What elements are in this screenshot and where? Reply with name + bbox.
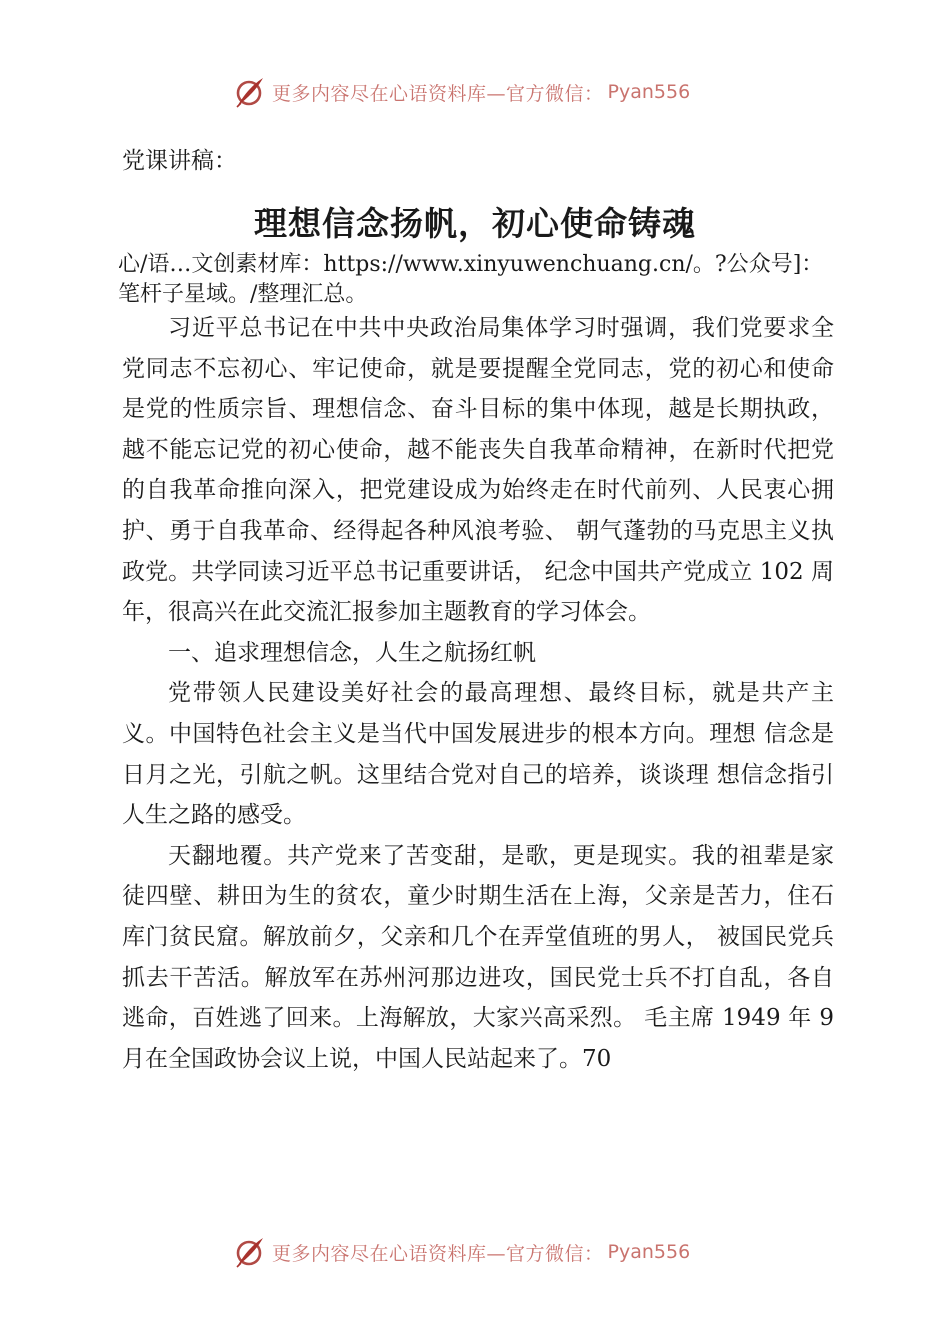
section-heading: 一、追求理想信念，人生之航扬红帆 <box>168 639 536 666</box>
quill-circle-icon <box>232 1235 266 1269</box>
source-line: 心/语…文创素材库：https://www.xinyuwenchuang.cn/。?公众号]：笔杆子星域。/整理汇总。 <box>118 252 824 307</box>
banner-handle: Pyan556 <box>607 81 691 103</box>
paragraph: 党带领人民建设美好社会的最高理想、最终目标，就是共产主义。中国特色社会主义是当代中国发展进步的根本方向。理想 信念是日月之光，引航之帆。这里结合党对自己的培养，谈谈理 想信念指引人生之路的感受。 <box>122 680 834 829</box>
quill-circle-icon <box>232 75 266 109</box>
document-body <box>122 308 834 1079</box>
paragraph: 习近平总书记在中共中央政治局集体学习时强调，我们党要求全党同志不忘初心、牢记使命，就是要提醒全党同志，党的初心和使命是党的性质宗旨、理想信念、奋斗目标的集中体现，越是长期执政，越不能忘记党的初心使命，越不能丧失自我革命精神，在新时代把党的自我革命推向深入，把党建设成为始终走在时代前列、人民衷心拥护、勇于自我革命、经得起各种风浪考验、 朝气蓬勃的马克思主义执政党。共学同读习近平总书记重要讲话， 纪念中国共产党成立 102 周年，很高兴在此交流汇报参加主题教育的学习体会。 <box>122 315 834 626</box>
banner-text: 更多内容尽在心语资料库—官方微信： <box>272 82 604 105</box>
document-title: 理想信念扬帆，初心使命铸魂 <box>254 204 696 243</box>
banner-text: 更多内容尽在心语资料库—官方微信： <box>272 1242 604 1265</box>
document-label: 党课讲稿： <box>122 148 237 174</box>
banner-handle: Pyan556 <box>607 1241 691 1263</box>
footer-banner <box>232 1232 722 1272</box>
header-banner <box>232 72 722 112</box>
paragraph: 天翻地覆。共产党来了苦变甜，是歌，更是现实。我的祖辈是家徒四壁、耕田为生的贫农，童少时期生活在上海，父亲是苦力，住石库门贫民窟。解放前夕，父亲和几个在弄堂值班的男人， 被国民党兵抓去干苦活。解放军在苏州河那边进攻，国民党士兵不打自乱，各自逃命，百姓逃了回来。上海解放，大家兴高采烈。 毛主席 1949 年 9 月在全国政协会议上说，中国人民站起来了。70 <box>122 842 834 1072</box>
